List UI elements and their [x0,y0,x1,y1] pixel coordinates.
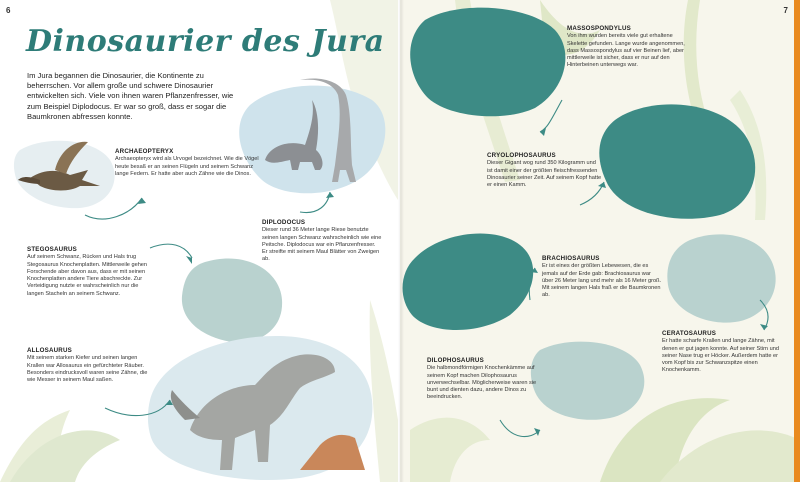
entry-text: Von ihm wurden bereits viele gut erhaltene Skelette gefunden. Lange wurde angenommen, dass Massospondylus auf vier Beinen lief, aber mittlerweile ist sicher, dass er nur auf den Hinterbeinen unterwegs war. [567,33,685,69]
entry-text: Die halbmondförmigen Knochenkämme auf seinem Kopf machen Dilophosaurus unverwechselbar. Möglicherweise waren sie bunt und dienten dazu, andere Dinos zu beeindrucken. [427,365,537,401]
ceratosaurus-blob [667,234,775,322]
entry-text: Dieser rund 36 Meter lange Riese benutzte seinen langen Schwanz wahrscheinlich wie eine Peitsche. Diplodocus war ein Pflanzenfresser. Er streifte mit seinem Maul Blätter von Zweigen ab. [262,227,382,263]
stegosaurus-blob [182,258,282,342]
intro-paragraph: Im Jura begannen die Dinosaurier, die Kontinente zu beherrschen. Vor allem große und schwere Dinosaurier entwickelten sich. Viele von ihnen waren Pflanzenfresser, wie zum Beispiel Diplodocus. Er war so groß, dass er sogar die Baumkronen abfressen konnte. [27,71,234,121]
page-number-left: 6 [6,6,11,15]
page-number-right: 7 [783,6,788,15]
entry-heading: ARCHAEOPTERYX [115,148,174,155]
entry-heading: DIPLODOCUS [262,219,306,226]
dilophosaurus-arrow [500,420,540,437]
entry-heading: MASSOSPONDYLUS [567,25,631,32]
entry-text: Mit seinem starken Kiefer und seinen langen Krallen war Allosaurus ein gefürchteter Räuber. Besonders eindrucksvoll waren seine Zähne, die wie Messer in seinem Maul saßen. [27,355,148,384]
entry-heading: STEGOSAURUS [27,246,77,253]
entry-heading: DILOPHOSAURUS [427,357,484,364]
entry-heading: CRYOLOPHOSAURUS [487,152,556,159]
entry-heading: BRACHIOSAURUS [542,255,600,262]
entry-text: Er ist eines der größten Lebewesen, die es jemals auf der Erde gab: Brachiosaurus war über 26 Meter lang und mehr als 16 Meter groß. Mit seinem langen Hals fraß er die Baumkronen ab. [542,263,662,299]
entry-diplodocus [262,219,382,264]
entry-allosaurus [27,347,155,384]
entry-heading: ALLOSAURUS [27,347,72,354]
entry-cryolophosaurus [487,152,602,189]
massospondylus-arrow [540,100,562,132]
book-gutter [398,0,404,482]
entry-ceratosaurus [662,330,787,375]
entry-heading: CERATOSAURUS [662,330,717,337]
entry-dilophosaurus [427,357,545,402]
entry-archaeopteryx [115,148,265,178]
entry-brachiosaurus [542,255,662,300]
entry-massospondylus [567,25,685,70]
dilophosaurus-blob [531,342,644,420]
cryolophosaurus-blob [599,104,755,218]
entry-text: Auf seinem Schwanz, Rücken und Hals trug Stegosaurus Knochenplatten. Mittlerweile gehen Forschende aber davon aus, dass er mit seinen Knochenplatten andere Tiere abschreckte. Zur Verteidigung nutzte er wahrscheinlich nur die langen Stacheln an seinem Schwanz. [27,254,148,297]
stegosaurus-arrow [150,244,192,258]
page-edge-accent [794,0,800,482]
page-title: Dinosaurier des Jura [26,24,385,59]
entry-stegosaurus [27,246,155,298]
massospondylus-blob [410,8,565,117]
brachiosaurus-blob [403,233,534,330]
entry-text: Dieser Gigant wog rund 350 Kilogramm und ist damit einer der größten fleischfressenden Dinosaurier seiner Zeit. Auf seinem Kopf hatte er einen Kamm. [487,160,602,189]
diplodocus-arrow [300,192,330,213]
entry-text: Er hatte scharfe Krallen und lange Zähne, mit denen er gut jagen konnte. Auf seiner Stirn und seiner Nase trug er Höcker. Außerdem hatte er vom Kopf bis zur Schwanzspitze einen Knochenkamm. [662,338,779,374]
entry-text: Archaeopteryx wird als Urvogel bezeichnet. Wie die Vögel heute besaß er an seinen Flügeln und seinem Schwanz lange Federn. Er hatte aber auch Zähne wie die Dinos. [115,156,259,177]
